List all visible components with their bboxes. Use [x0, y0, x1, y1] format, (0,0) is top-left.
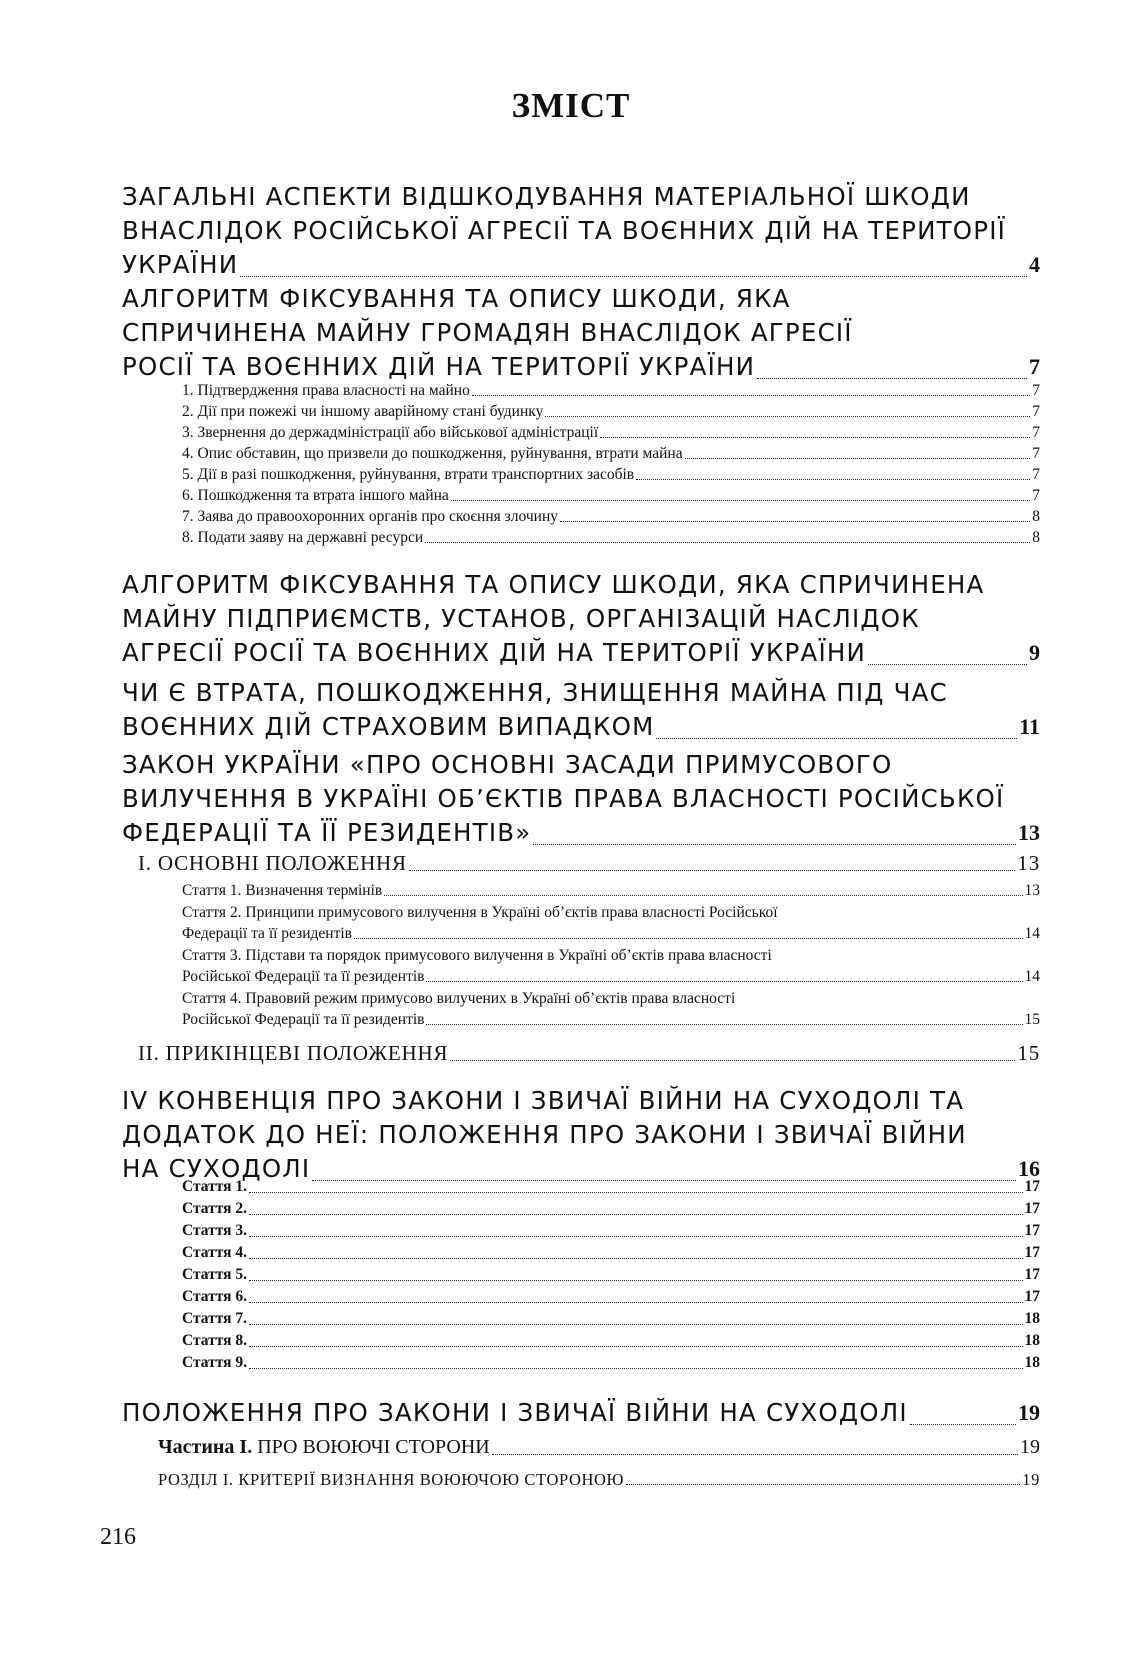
- toc-subentry[interactable]: [182, 527, 1040, 548]
- dot-leader: [240, 276, 1027, 277]
- toc-entry-title: Стаття 1.: [182, 1178, 248, 1195]
- toc-entry[interactable]: [122, 748, 1040, 850]
- dot-leader: [426, 1024, 1022, 1025]
- toc-subentry[interactable]: [182, 1242, 1040, 1264]
- toc-page-number: 14: [1024, 968, 1040, 985]
- toc-subentry[interactable]: [182, 945, 1040, 987]
- toc-page-number: 18: [1024, 1332, 1040, 1349]
- toc-entry-line: СПРИЧИНЕНА МАЙНУ ГРОМАДЯН ВНАСЛІДОК АГРЕСІЇ: [122, 318, 853, 347]
- toc-entry-title: Стаття 8.: [182, 1332, 248, 1349]
- toc-subentry[interactable]: [182, 988, 1040, 1030]
- toc-subentry[interactable]: [182, 1176, 1040, 1198]
- dot-leader: [450, 1060, 1015, 1061]
- toc-page-number: 17: [1024, 1266, 1040, 1283]
- dot-leader: [492, 1454, 1018, 1455]
- dot-leader: [249, 1302, 1022, 1303]
- toc-page-number: 14: [1024, 925, 1040, 942]
- toc-entry-title: II. ПРИКІНЦЕВІ ПОЛОЖЕННЯ: [138, 1041, 449, 1065]
- dot-leader: [533, 844, 1016, 845]
- dot-leader: [868, 664, 1027, 665]
- toc-page-number: 8: [1032, 508, 1040, 525]
- toc-entry[interactable]: [158, 1434, 1040, 1460]
- dot-leader: [910, 1424, 1016, 1425]
- toc-entry-title: Стаття 9.: [182, 1354, 248, 1371]
- toc-entry[interactable]: [158, 1470, 1040, 1490]
- dot-leader: [249, 1368, 1022, 1369]
- toc-entry-line: АЛГОРИТМ ФІКСУВАННЯ ТА ОПИСУ ШКОДИ, ЯКА СПРИЧИНЕНА: [122, 570, 985, 599]
- toc-entry-title: Стаття 5.: [182, 1266, 248, 1283]
- toc-subentry[interactable]: [182, 443, 1040, 464]
- toc-entry-title: Російської Федерації та її резидентів: [182, 968, 425, 985]
- toc-subentry[interactable]: [182, 1352, 1040, 1374]
- toc-entry[interactable]: [122, 1084, 1040, 1186]
- toc-page-number: 7: [1029, 354, 1040, 379]
- toc-page-number: 15: [1024, 1011, 1040, 1028]
- dot-leader: [249, 1192, 1022, 1193]
- toc-entry[interactable]: [138, 1040, 1040, 1066]
- dot-leader: [409, 870, 1016, 871]
- toc-entry-line: ЧИ Є ВТРАТА, ПОШКОДЖЕННЯ, ЗНИЩЕННЯ МАЙНА ПІД ЧАС: [122, 678, 948, 707]
- toc-entry[interactable]: [138, 850, 1040, 876]
- dot-leader: [249, 1346, 1022, 1347]
- toc-subentry[interactable]: [182, 1308, 1040, 1330]
- toc-page-number: 4: [1029, 252, 1040, 277]
- toc-page-number: 7: [1032, 424, 1040, 441]
- toc-entry-line: Стаття 3. Підстави та порядок примусового вилучення в Україні об’єктів права власності: [182, 947, 772, 964]
- toc-entry-line: ДОДАТОК ДО НЕЇ: ПОЛОЖЕННЯ ПРО ЗАКОНИ І ЗВИЧАЇ ВІЙНИ: [122, 1120, 967, 1149]
- toc-entry-title: Стаття 3.: [182, 1222, 248, 1239]
- toc-entry-title: I. ОСНОВНІ ПОЛОЖЕННЯ: [138, 851, 407, 875]
- toc-subentry[interactable]: [182, 401, 1040, 422]
- dot-leader: [354, 938, 1022, 939]
- toc-subentry[interactable]: [182, 464, 1040, 485]
- toc-page-number: 17: [1024, 1200, 1040, 1217]
- toc-page-number: 7: [1032, 487, 1040, 504]
- toc-entry-title: АГРЕСІЇ РОСІЇ ТА ВОЄННИХ ДІЙ НА ТЕРИТОРІЇ УКРАЇНИ: [122, 638, 867, 667]
- toc-entry-title: ПРО ВОЮЮЧІ СТОРОНИ: [252, 1436, 490, 1458]
- toc-page-number: 15: [1017, 1041, 1040, 1065]
- toc-subentry[interactable]: [182, 902, 1040, 944]
- toc-page-number: 16: [1018, 1156, 1040, 1181]
- toc-entry-line: ЗАГАЛЬНІ АСПЕКТИ ВІДШКОДУВАННЯ МАТЕРІАЛЬНОЇ ШКОДИ: [122, 182, 971, 211]
- toc-subentry[interactable]: [182, 506, 1040, 527]
- toc-page-number: 17: [1024, 1288, 1040, 1305]
- toc-entry-title: ВОЄННИХ ДІЙ СТРАХОВИМ ВИПАДКОМ: [122, 712, 655, 741]
- dot-leader: [656, 738, 1017, 739]
- toc-entry-title: ФЕДЕРАЦІЇ ТА ЇЇ РЕЗИДЕНТІВ»: [122, 818, 532, 847]
- toc-page-number: 13: [1018, 820, 1040, 845]
- dot-leader: [425, 542, 1030, 543]
- toc-entry-line: Стаття 4. Правовий режим примусово вилучених в Україні об’єктів права власності: [182, 990, 736, 1007]
- toc-entry-title: Стаття 1. Визначення термінів: [182, 882, 383, 899]
- toc-entry-title: 5. Дії в разі пошкодження, руйнування, втрати транспортних засобів: [182, 466, 635, 483]
- toc-page-number: 9: [1029, 640, 1040, 665]
- toc-subentry[interactable]: [182, 1198, 1040, 1220]
- toc-page-number: 8: [1032, 529, 1040, 546]
- toc-entry-title: УКРАЇНИ: [122, 250, 239, 279]
- toc-entry-line: IV КОНВЕНЦІЯ ПРО ЗАКОНИ І ЗВИЧАЇ ВІЙНИ НА СУХОДОЛІ ТА: [122, 1086, 965, 1115]
- toc-entry-title: РОСІЇ ТА ВОЄННИХ ДІЙ НА ТЕРИТОРІЇ УКРАЇНИ: [122, 352, 756, 381]
- toc-entry-title: 1. Підтвердження права власності на майно: [182, 382, 470, 399]
- toc-page-number: 19: [1018, 1400, 1040, 1425]
- toc-entry-title: НА СУХОДОЛІ: [122, 1154, 311, 1183]
- toc-entry-line: Стаття 2. Принципи примусового вилучення в Україні об’єктів права власності Російської: [182, 904, 778, 921]
- dot-leader: [426, 981, 1022, 982]
- toc-subentry[interactable]: [182, 1286, 1040, 1308]
- dot-leader: [560, 521, 1030, 522]
- toc-entry-title: РОЗДІЛ I. КРИТЕРІЇ ВИЗНАННЯ ВОЮЮЧОЮ СТОРОНОЮ: [158, 1470, 625, 1489]
- dot-leader: [249, 1280, 1022, 1281]
- toc-entry-title: Стаття 2.: [182, 1200, 248, 1217]
- toc-entry-title: Стаття 6.: [182, 1288, 248, 1305]
- toc-page-number: 17: [1024, 1244, 1040, 1261]
- toc-entry-part: Частина I.: [158, 1436, 253, 1458]
- dot-leader: [636, 479, 1030, 480]
- toc-page-number: 7: [1032, 466, 1040, 483]
- toc-entry-title: Федерації та її резидентів: [182, 925, 353, 942]
- dot-leader: [249, 1214, 1022, 1215]
- dot-leader: [600, 437, 1030, 438]
- toc-page-number: 13: [1017, 851, 1040, 875]
- toc-page-number: 19: [1020, 1436, 1040, 1458]
- toc-title: ЗМІСТ: [511, 86, 631, 125]
- dot-leader: [249, 1324, 1022, 1325]
- toc-entry-line: ВИЛУЧЕННЯ В УКРАЇНІ ОБ’ЄКТІВ ПРАВА ВЛАСНОСТІ РОСІЙСЬКОЇ: [122, 784, 1005, 813]
- toc-page-number: 18: [1024, 1310, 1040, 1327]
- toc-page-number: 18: [1024, 1354, 1040, 1371]
- toc-subentry[interactable]: [182, 1264, 1040, 1286]
- toc-page-number: 7: [1032, 403, 1040, 420]
- toc-entry[interactable]: [122, 180, 1040, 282]
- dot-leader: [249, 1236, 1022, 1237]
- toc-entry-title: ПОЛОЖЕННЯ ПРО ЗАКОНИ І ЗВИЧАЇ ВІЙНИ НА СУХОДОЛІ: [122, 1398, 908, 1427]
- toc-entry[interactable]: [122, 282, 1040, 384]
- toc-subentry[interactable]: [182, 880, 1040, 901]
- dot-leader: [626, 1484, 1020, 1485]
- toc-page-number: 13: [1024, 882, 1040, 899]
- toc-entry[interactable]: [122, 568, 1040, 670]
- page-number: 216: [100, 1524, 136, 1550]
- dot-leader: [451, 500, 1030, 501]
- toc-entry-line: ВНАСЛІДОК РОСІЙСЬКОЇ АГРЕСІЇ ТА ВОЄННИХ ДІЙ НА ТЕРИТОРІЇ: [122, 216, 1007, 245]
- dot-leader: [249, 1258, 1022, 1259]
- toc-entry-title: Російської Федерації та її резидентів: [182, 1011, 425, 1028]
- dot-leader: [545, 416, 1030, 417]
- dot-leader: [472, 395, 1030, 396]
- toc-entry-title: 2. Дії при пожежі чи іншому аварійному стані будинку: [182, 403, 544, 420]
- toc-subentry[interactable]: [182, 380, 1040, 401]
- toc-entry[interactable]: [122, 676, 1040, 744]
- toc-page-number: 17: [1024, 1222, 1040, 1239]
- toc-subentry[interactable]: [182, 1220, 1040, 1242]
- toc-entry-title: 7. Заява до правоохоронних органів про скоєння злочину: [182, 508, 558, 525]
- toc-entry-line: МАЙНУ ПІДПРИЄМСТВ, УСТАНОВ, ОРГАНІЗАЦІЙ НАСЛІДОК: [122, 604, 920, 633]
- toc-subentry[interactable]: [182, 485, 1040, 506]
- toc-entry-title: 4. Опис обставин, що призвели до пошкодження, руйнування, втрати майна: [182, 445, 683, 462]
- toc-entry-line: АЛГОРИТМ ФІКСУВАННЯ ТА ОПИСУ ШКОДИ, ЯКА: [122, 284, 791, 313]
- toc-page-number: 19: [1022, 1470, 1040, 1489]
- toc-entry-title: 8. Подати заяву на державні ресурси: [182, 529, 424, 546]
- toc-entry-title: 6. Пошкодження та втрата іншого майна: [182, 487, 449, 504]
- dot-leader: [757, 378, 1027, 379]
- toc-page-number: 11: [1019, 714, 1040, 739]
- dot-leader: [384, 895, 1022, 896]
- toc-entry-title: Стаття 4.: [182, 1244, 248, 1261]
- toc-page-number: 7: [1032, 445, 1040, 462]
- dot-leader: [685, 458, 1031, 459]
- toc-entry-title: 3. Звернення до держадміністрації або військової адміністрації: [182, 424, 599, 441]
- toc-subentry[interactable]: [182, 1330, 1040, 1352]
- toc-entry-line: ЗАКОН УКРАЇНИ «ПРО ОСНОВНІ ЗАСАДИ ПРИМУСОВОГО: [122, 750, 893, 779]
- toc-entry[interactable]: [122, 1396, 1040, 1430]
- toc-subentry[interactable]: [182, 422, 1040, 443]
- toc-page-number: 17: [1024, 1178, 1040, 1195]
- toc-page-number: 7: [1032, 382, 1040, 399]
- toc-entry-title: Стаття 7.: [182, 1310, 248, 1327]
